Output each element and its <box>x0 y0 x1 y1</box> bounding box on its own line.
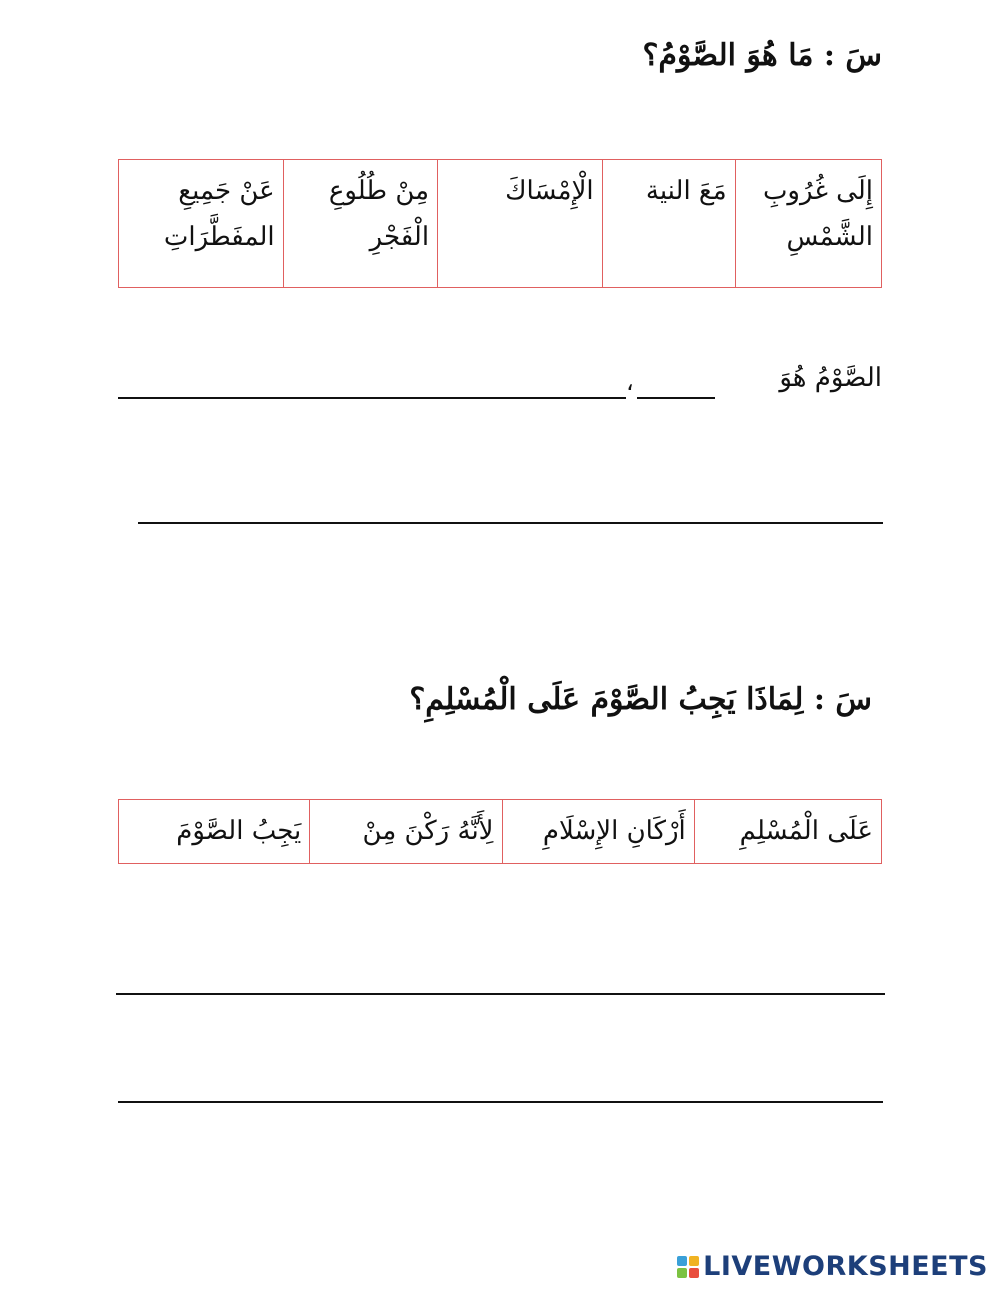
word-bank-2-item[interactable]: لِأَنَّهُ رَكْنَ مِنْ <box>310 800 502 864</box>
word-bank-1-item[interactable]: عَنْ جَمِيعِ المفَطَّرَاتِ <box>119 160 284 288</box>
question-2-title: سَ : لِمَاذَا يَجِبُ الصَّوْمَ عَلَى الْمُسْلِمِ؟ <box>409 682 872 717</box>
question-1-title: سَ : مَا هُوَ الصَّوْمُ؟ <box>642 38 882 73</box>
logo-square-icon <box>689 1256 699 1266</box>
word-bank-2-item[interactable]: عَلَى الْمُسْلِمِ <box>694 800 881 864</box>
answer-blank-2[interactable] <box>138 522 883 524</box>
answer-blank-short[interactable] <box>637 397 715 399</box>
logo-square-icon <box>677 1268 687 1278</box>
word-bank-1-item[interactable]: مِنْ طُلُوعِ الْفَجْرِ <box>283 160 437 288</box>
word-bank-2-item[interactable]: أَرْكَانِ الإِسْلَامِ <box>502 800 694 864</box>
liveworksheets-logo-icon <box>677 1256 699 1278</box>
answer-blank-3[interactable] <box>116 993 885 995</box>
logo-square-icon <box>677 1256 687 1266</box>
word-bank-1-item[interactable]: مَعَ النية <box>602 160 735 288</box>
word-bank-2 <box>118 799 882 864</box>
answer-separator: ، <box>626 368 634 396</box>
word-bank-1 <box>118 159 882 288</box>
word-bank-1-item[interactable]: إِلَى غُرُوبِ الشَّمْسِ <box>735 160 881 288</box>
answer-blank-1[interactable] <box>118 397 626 399</box>
logo-square-icon <box>689 1268 699 1278</box>
answer-blank-4[interactable] <box>118 1101 883 1103</box>
answer-sentence-start: الصَّوْمُ هُوَ <box>779 363 882 393</box>
liveworksheets-logo <box>677 1251 988 1282</box>
word-bank-2-item[interactable]: يَجِبُ الصَّوْمَ <box>119 800 310 864</box>
liveworksheets-logo-text: LIVEWORKSHEETS <box>703 1251 988 1282</box>
word-bank-1-item[interactable]: الْإِمْسَاكَ <box>438 160 603 288</box>
